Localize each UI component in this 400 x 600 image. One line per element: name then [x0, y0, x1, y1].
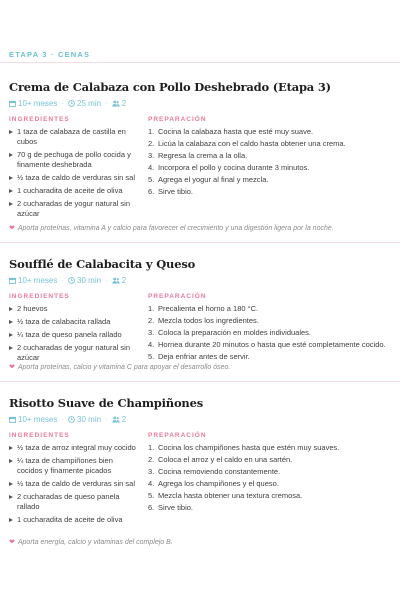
ingredient-item: 2 cucharadas de yogur natural sin azúcar: [9, 199, 137, 219]
clock-icon: [68, 277, 75, 284]
ingredient-item: ½ taza de arroz integral muy cocido: [9, 443, 137, 453]
steps-list: [148, 443, 398, 513]
meta-separator: ·: [105, 99, 108, 108]
step-item: 4. Incorpora el pollo y cocina durante 3 minutos.: [148, 163, 310, 172]
stage-divider: [0, 62, 400, 63]
meta-separator: ·: [105, 415, 108, 424]
step-text: Cocina los champiñones hasta que estén muy suaves.: [158, 443, 340, 452]
ingredients-list: [9, 127, 137, 219]
preparation-column: [148, 116, 398, 199]
recipe-age: 10+ meses: [18, 276, 58, 285]
step-item: 2. Mezcla todos los ingredientes.: [148, 316, 259, 325]
meta-separator: ·: [61, 415, 65, 424]
step-text: Licúa la calabaza con el caldo hasta obtener una crema.: [158, 139, 346, 148]
clock-icon: [68, 416, 75, 423]
step-item: 6. Sirve tibio.: [148, 503, 194, 512]
recipe-note: [9, 224, 334, 232]
step-text: Incorpora el pollo y cocina durante 3 minutos.: [158, 163, 310, 172]
step-item: 5. Deja enfriar antes de servir.: [148, 352, 250, 361]
recipe-title: Soufflé de Calabacita y Queso: [9, 257, 196, 271]
step-text: Mezcla todos los ingredientes.: [158, 316, 259, 325]
ingredient-item: 2 huevos: [9, 304, 137, 314]
recipe-note: [9, 363, 230, 371]
ingredients-heading: INGREDIENTES: [9, 116, 70, 123]
meta-separator: ·: [105, 276, 108, 285]
note-text: Aporta energía, calcio y vitaminas del complejo B.: [17, 539, 173, 546]
recipe-time: 30 min: [77, 276, 102, 285]
calendar-icon: [9, 277, 16, 284]
ingredient-item: 2 cucharadas de yogur natural sin azúcar: [9, 343, 137, 363]
ingredient-item: ½ taza de calabacita rallada: [9, 317, 137, 327]
step-item: 5. Agrega el yogur al final y mezcla.: [148, 175, 269, 184]
step-item: 4. Hornea durante 20 minutos o hasta que esté completamente cocido.: [148, 340, 386, 349]
ingredient-item: ¼ taza de queso panela rallado: [9, 330, 137, 340]
preparation-heading: PREPARACIÓN: [148, 293, 207, 300]
ingredient-item: 1 cucharadita de aceite de oliva: [9, 515, 137, 525]
step-item: 2. Licúa la calabaza con el caldo hasta obtener una crema.: [148, 139, 346, 148]
note-text: Aporta proteínas, calcio y vitamina C para apoyar el desarrollo óseo.: [17, 364, 231, 371]
step-text: Agrega el yogur al final y mezcla.: [158, 175, 269, 184]
meta-separator: ·: [61, 276, 65, 285]
step-text: Regresa la crema a la olla.: [158, 151, 248, 160]
calendar-icon: [9, 416, 16, 423]
step-item: 1. Cocina la calabaza hasta que esté muy suave.: [148, 127, 314, 136]
recipe-time: 30 min: [77, 415, 102, 424]
recipe-meta: [9, 99, 394, 108]
step-item: 1. Precalienta el horno a 180 °C.: [148, 304, 259, 313]
ingredients-heading: INGREDIENTES: [9, 293, 70, 300]
note-text: Aporta proteínas, vitamina A y calcio para favorecer el crecimiento y una digestión ligera por la noche.: [17, 225, 334, 232]
recipe-title: Crema de Calabaza con Pollo Deshebrado (Etapa 3): [9, 80, 331, 94]
ingredients-column: [9, 116, 137, 222]
ingredient-item: 70 g de pechuga de pollo cocida y finamente deshebrada: [9, 150, 137, 170]
step-item: 1. Cocina los champiñones hasta que estén muy suaves.: [148, 443, 340, 452]
ingredient-item: 1 cucharadita de aceite de oliva: [9, 186, 137, 196]
ingredient-item: 2 cucharadas de queso panela rallado: [9, 492, 137, 512]
ingredients-column: [9, 293, 137, 366]
recipe-age: 10+ meses: [18, 415, 58, 424]
ingredients-list: [9, 304, 137, 363]
step-item: 5. Mezcla hasta obtener una textura cremosa.: [148, 491, 303, 500]
recipe-meta: [9, 276, 394, 285]
calendar-icon: [9, 100, 16, 107]
recipe-divider: [0, 381, 400, 382]
step-text: Agrega los champiñones y el queso.: [158, 479, 279, 488]
recipe-note: [9, 538, 173, 546]
recipe-title: Risotto Suave de Champiñones: [9, 396, 203, 410]
recipe-card: [9, 396, 394, 524]
recipe-divider: [0, 242, 400, 243]
step-text: Mezcla hasta obtener una textura cremosa.: [158, 491, 303, 500]
recipe-card: [9, 257, 394, 362]
step-text: Sirve tibio.: [158, 503, 194, 512]
heart-icon: ❤: [9, 364, 15, 371]
ingredients-list: [9, 443, 137, 525]
people-icon: [112, 416, 120, 423]
step-text: Deja enfriar antes de servir.: [158, 352, 250, 361]
preparation-heading: PREPARACIÓN: [148, 432, 207, 439]
preparation-heading: PREPARACIÓN: [148, 116, 207, 123]
step-item: 2. Coloca el arroz y el caldo en una sartén.: [148, 455, 293, 464]
steps-list: [148, 304, 398, 362]
preparation-column: [148, 293, 398, 364]
step-text: Precalienta el horno a 180 °C.: [158, 304, 259, 313]
preparation-column: [148, 432, 398, 515]
recipe-card: [9, 80, 394, 218]
step-item: 3. Cocina removiendo constantemente.: [148, 467, 281, 476]
people-icon: [112, 277, 120, 284]
step-item: 6. Sirve tibio.: [148, 187, 194, 196]
recipe-servings: 2: [121, 415, 127, 424]
step-item: 3. Regresa la crema a la olla.: [148, 151, 248, 160]
recipe-meta: [9, 415, 394, 424]
stage-label: ETAPA 3 · CENAS: [9, 50, 91, 59]
ingredients-column: [9, 432, 137, 528]
step-text: Coloca la preparación en moldes individuales.: [158, 328, 312, 337]
step-text: Coloca el arroz y el caldo en una sartén.: [158, 455, 293, 464]
heart-icon: ❤: [9, 539, 15, 546]
step-text: Sirve tibio.: [158, 187, 194, 196]
heart-icon: ❤: [9, 225, 15, 232]
ingredient-item: ½ taza de caldo de verduras sin sal: [9, 173, 137, 183]
step-text: Hornea durante 20 minutos o hasta que esté completamente cocido.: [158, 340, 386, 349]
ingredient-item: ¼ taza de champiñones bien cocidos y finamente picados: [9, 456, 137, 476]
step-item: 4. Agrega los champiñones y el queso.: [148, 479, 279, 488]
recipe-age: 10+ meses: [18, 99, 58, 108]
ingredients-heading: INGREDIENTES: [9, 432, 70, 439]
step-item: 3. Coloca la preparación en moldes individuales.: [148, 328, 312, 337]
people-icon: [112, 100, 120, 107]
ingredient-item: ½ taza de caldo de verduras sin sal: [9, 479, 137, 489]
ingredient-item: 1 taza de calabaza de castilla en cubos: [9, 127, 137, 147]
step-text: Cocina removiendo constantemente.: [158, 467, 281, 476]
meta-separator: ·: [61, 99, 65, 108]
recipe-servings: 2: [121, 99, 127, 108]
recipe-servings: 2: [121, 276, 127, 285]
clock-icon: [68, 100, 75, 107]
step-text: Cocina la calabaza hasta que esté muy suave.: [158, 127, 314, 136]
steps-list: [148, 127, 398, 197]
recipe-time: 25 min: [77, 99, 102, 108]
